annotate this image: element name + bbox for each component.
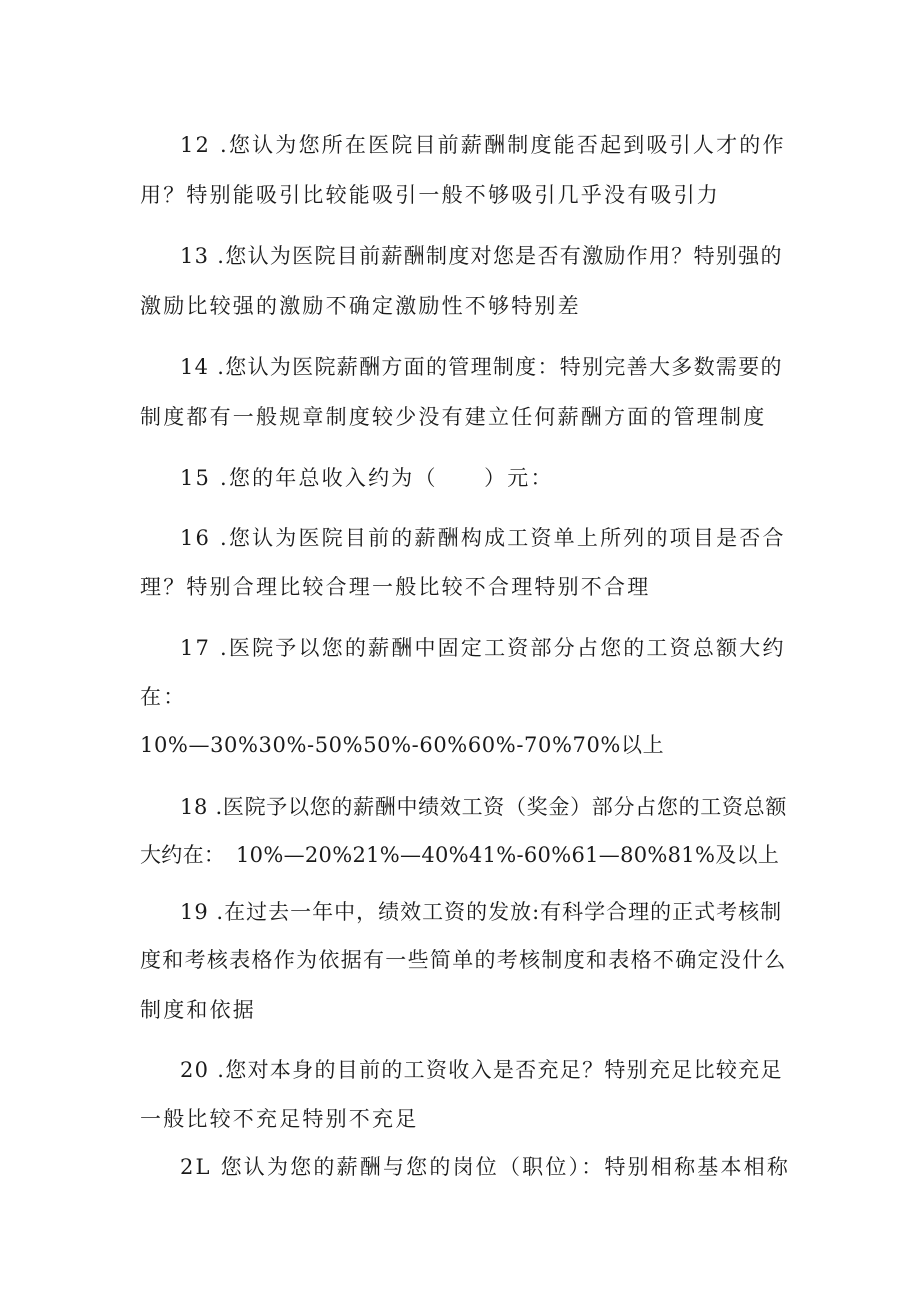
question-18-line-2: 大约在： 10%—20%21%—40%41%-60%61—80%81%及以上	[140, 843, 780, 867]
question-20-line-2: 一般比较不充足特别不充足	[140, 1107, 419, 1131]
question-17-line-1: 17 .医院予以您的薪酬中固定工资部分占您的工资总额大约	[180, 636, 786, 660]
question-21-line-1: 2L 您认为您的薪酬与您的岗位（职位）：特别相称基本相称	[180, 1155, 791, 1179]
question-19-line-1: 19 .在过去一年中，绩效工资的发放:有科学合理的正式考核制	[180, 900, 783, 924]
question-16-line-2: 理？特别合理比较合理一般比较不合理特别不合理	[140, 575, 651, 599]
question-17-options: 10%—30%30%-50%50%-60%60%-70%70%以上	[140, 733, 665, 757]
question-14-line-2: 制度都有一般规章制度较少没有建立任何薪酬方面的管理制度	[140, 405, 767, 429]
question-19-line-3: 制度和依据	[140, 998, 256, 1022]
question-19-line-2: 度和考核表格作为依据有一些简单的考核制度和表格不确定没什么	[140, 948, 787, 972]
question-12-line-1: 12 .您认为您所在医院目前薪酬制度能否起到吸引人才的作	[180, 133, 786, 157]
question-16-line-1: 16 .您认为医院目前的薪酬构成工资单上所列的项目是否合	[180, 526, 786, 550]
question-13-line-2: 激励比较强的激励不确定激励性不够特别差	[140, 294, 581, 318]
question-20-line-1: 20 .您对本身的目前的工资收入是否充足？特别充足比较充足	[180, 1058, 783, 1082]
question-14-line-1: 14 .您认为医院薪酬方面的管理制度：特别完善大多数需要的	[180, 355, 783, 379]
question-18-line-1: 18 .医院予以您的薪酬中绩效工资（奖金）部分占您的工资总额	[180, 795, 788, 819]
question-12-line-2: 用？特别能吸引比较能吸引一般不够吸引几乎没有吸引力	[140, 183, 720, 207]
question-13-line-1: 13 .您认为医院目前薪酬制度对您是否有激励作用？特别强的	[180, 244, 783, 268]
question-17-line-2: 在：	[140, 685, 187, 709]
question-15-line-1: 15 .您的年总收入约为（ ）元：	[180, 466, 554, 490]
